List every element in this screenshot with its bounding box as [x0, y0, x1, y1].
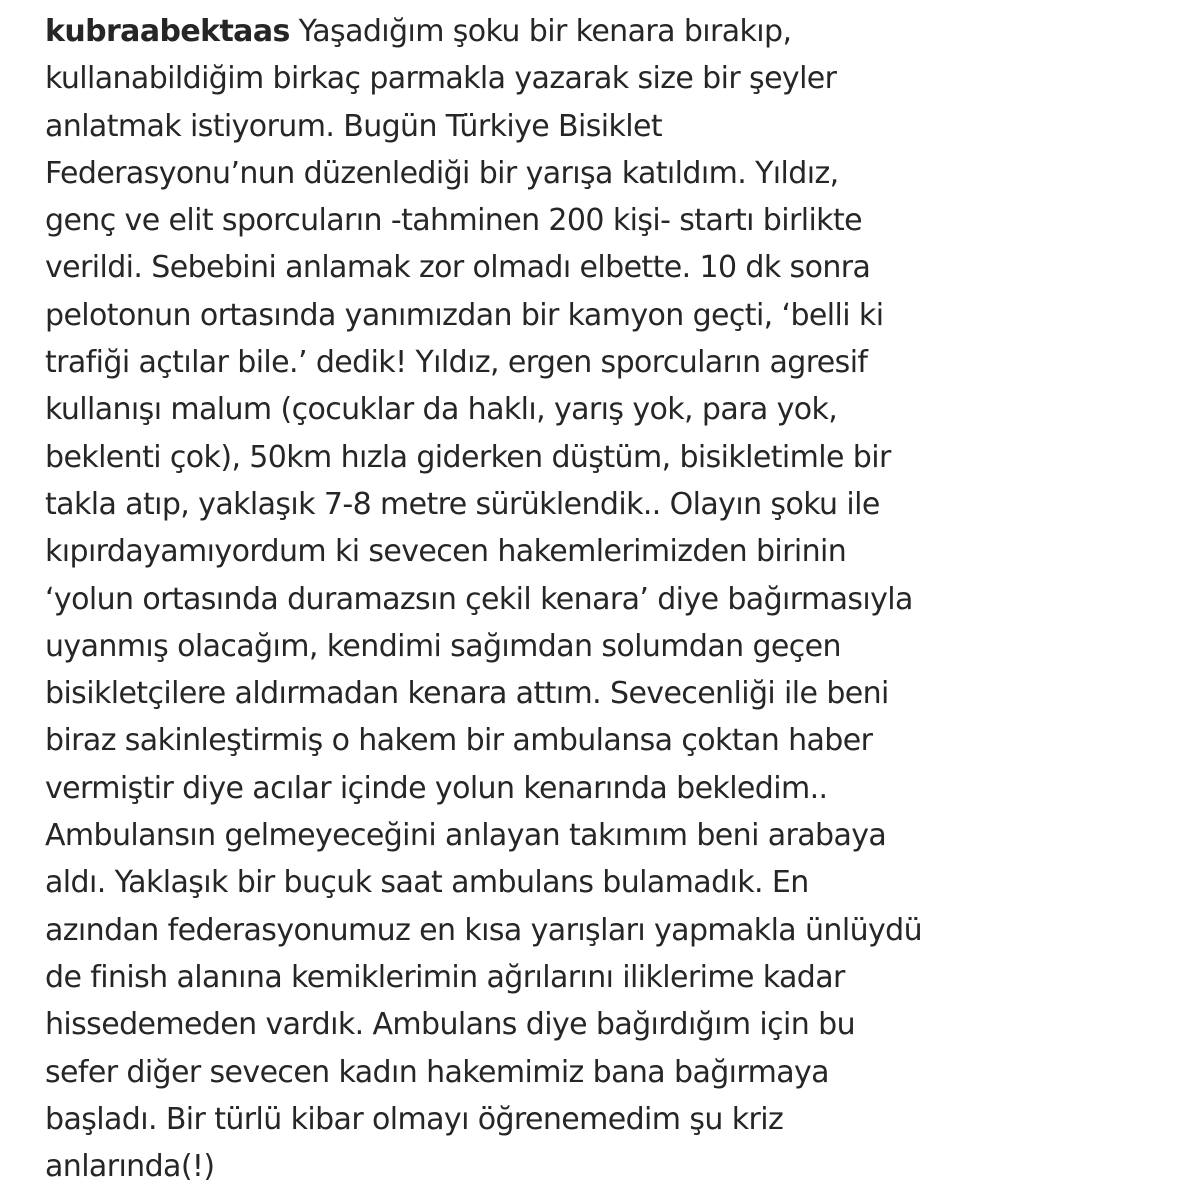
caption-line: beklenti çok), 50km hızla giderken düştüm, bisikletimle bir [45, 439, 891, 475]
caption-line: kıpırdayamıyordum ki sevecen hakemlerimizden birinin [45, 534, 847, 570]
caption-line: takla atıp, yaklaşık 7-8 metre sürüklendik.. Olayın şoku ile [45, 486, 880, 522]
caption-line [45, 8, 1175, 55]
caption-line: vermiştir diye acılar içinde yolun kenarında bekledim.. [45, 770, 828, 806]
caption-line: uyanmış olacağım, kendimi sağımdan solumdan geçen [45, 628, 841, 664]
caption-line: anlatmak istiyorum. Bugün Türkiye Bisiklet [45, 108, 663, 144]
caption-line: sefer diğer sevecen kadın hakemimiz bana bağırmaya [45, 1054, 829, 1090]
post-caption [45, 8, 1175, 1190]
caption-line: azından federasyonumuz en kısa yarışları yapmakla ünlüydü [45, 912, 923, 948]
caption-line: genç ve elit sporcuların -tahminen 200 kişi- startı birlikte [45, 203, 862, 239]
username-link[interactable]: kubraabektaas [45, 14, 290, 49]
caption-line: kullanışı malum (çocuklar da haklı, yarış yok, para yok, [45, 392, 838, 428]
caption-line: aldı. Yaklaşık bir buçuk saat ambulans bulamadık. En [45, 865, 809, 901]
caption-line: Federasyonu’nun düzenlediği bir yarışa katıldım. Yıldız, [45, 155, 839, 191]
caption-text: Yaşadığım şoku bir kenara bırakıp, [289, 14, 792, 49]
caption-line: hissedemeden vardık. Ambulans diye bağırdığım için bu [45, 1007, 855, 1043]
caption-line: biraz sakinleştirmiş o hakem bir ambulansa çoktan haber [45, 723, 873, 759]
caption-line: bisikletçilere aldırmadan kenara attım. Sevecenliği ile beni [45, 676, 889, 712]
caption-line: anlarında(!) [45, 1149, 215, 1185]
caption-line: başladı. Bir türlü kibar olmayı öğrenemedim şu kriz [45, 1101, 784, 1137]
caption-line: kullanabildiğim birkaç parmakla yazarak size bir şeyler [45, 61, 837, 97]
caption-line: pelotonun ortasında yanımızdan bir kamyon geçti, ‘belli ki [45, 297, 884, 333]
caption-line: ‘yolun ortasında duramazsın çekil kenara’ diye bağırmasıyla [45, 581, 913, 617]
caption-line: de finish alanına kemiklerimin ağrılarını iliklerime kadar [45, 959, 845, 995]
caption-line: verildi. Sebebini anlamak zor olmadı elbette. 10 dk sonra [45, 250, 871, 286]
caption-line: Ambulansın gelmeyeceğini anlayan takımım beni arabaya [45, 818, 887, 854]
caption-line: trafiği açtılar bile.’ dedik! Yıldız, ergen sporcuların agresif [45, 345, 868, 381]
